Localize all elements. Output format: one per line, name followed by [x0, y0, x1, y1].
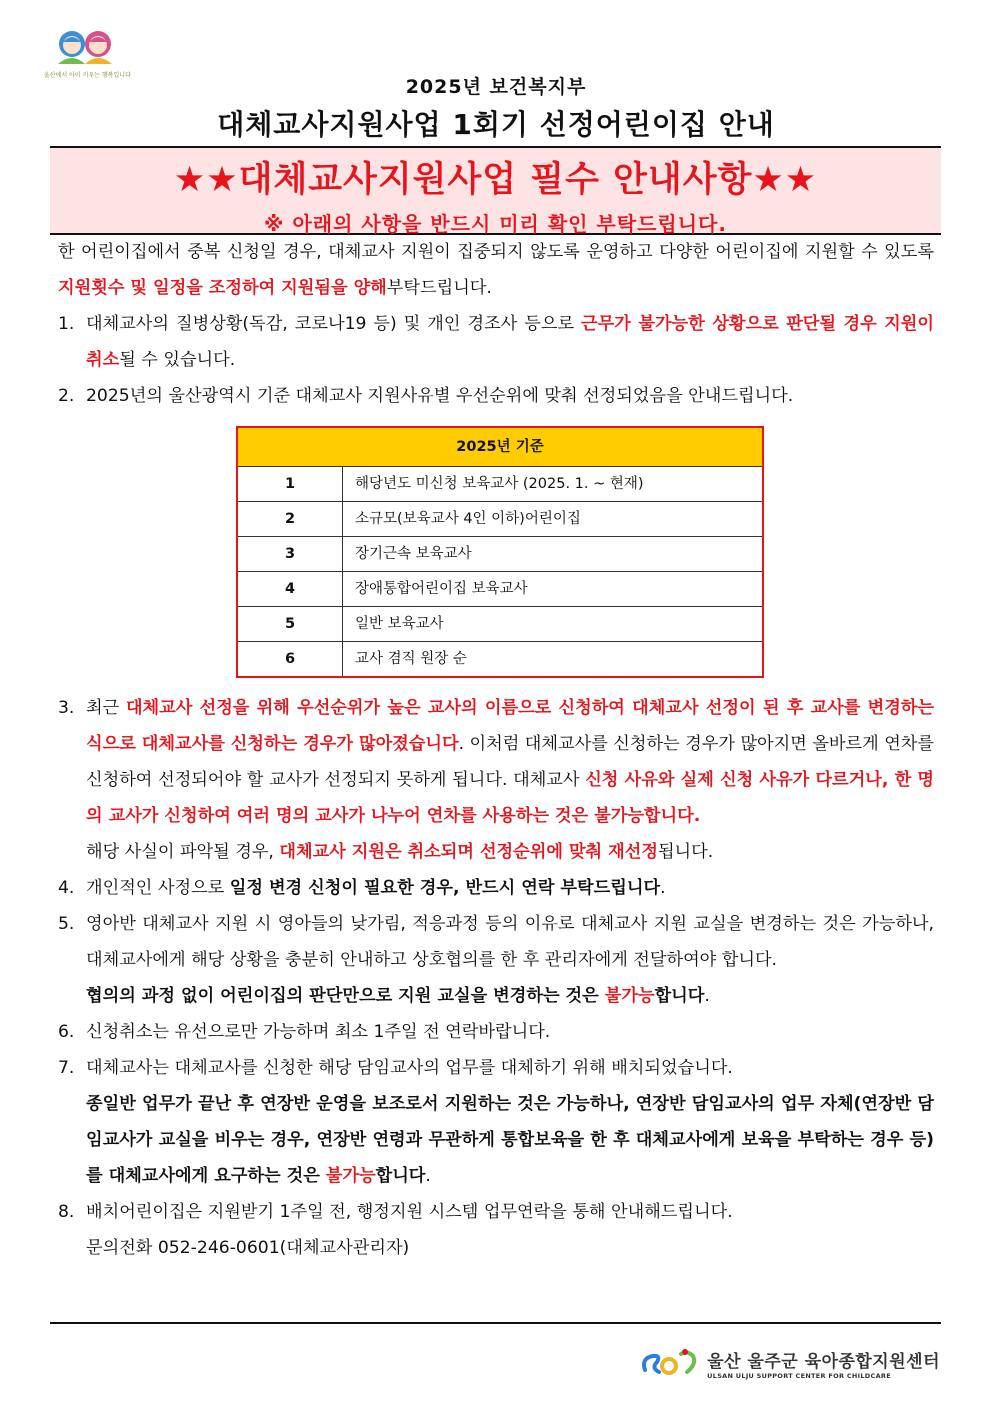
list-item-1: 1. 대체교사의 질병상황(독감, 코로나19 등) 및 개인 경조사 등으로 근무가 불가능한 상황으로 판단될 경우 지원이 취소될 수 있습니다. — [58, 314, 934, 370]
document-body — [58, 234, 934, 1266]
table-row: 5 일반 보육교사 — [238, 607, 762, 642]
page-title: 대체교사지원사업 1회기 선정어린이집 안내 — [217, 108, 775, 141]
table-row: 4 장애통합어린이집 보육교사 — [238, 572, 762, 607]
list-item-5: 5. 영아반 대체교사 지원 시 영아들의 낮가림, 적응과정 등의 이유로 대체교사 지원 교실을 변경하는 것은 가능하나, 대체교사에게 해당 상황을 충분히 안내하고 상호협의를 한 후 관리자에게 전달하여야 합니다. — [58, 914, 934, 970]
table-row: 2 소규모(보육교사 4인 이하)어린이집 — [238, 502, 762, 537]
page-subtitle: 2025년 보건복지부 — [405, 76, 587, 98]
org-logo-icon — [639, 1346, 701, 1380]
list-item-8: 8. 배치어린이집은 지원받기 1주일 전, 행정지원 시스템 업무연락을 통해 안내해드립니다. — [58, 1202, 733, 1222]
notice-heading: ★★대체교사지원사업 필수 안내사항★★ — [173, 160, 818, 200]
table-row: 6 교사 겸직 원장 순 — [238, 642, 762, 677]
list-item-7-note: 종일반 업무가 끝난 후 연장반 운영을 보조로서 지원하는 것은 가능하나, 연장반 담임교사의 업무 자체(연장반 담임교사가 교실을 비우는 경우, 연장반 연령과 무관하게 통합보육을 한 후 대체교사에게 보육을 부탁하는 경우 등)를 대체교사에게 요구하는 것은 불가능합니다. — [86, 1094, 934, 1186]
bottom-divider — [50, 1322, 941, 1324]
list-item-3-note: 해당 사실이 파악될 경우, 대체교사 지원은 취소되며 선정순위에 맞춰 재선정됩니다. — [86, 842, 714, 862]
intro-paragraph: 한 어린이집에서 중복 신청일 경우, 대체교사 지원이 집중되지 않도록 운영하고 다양한 어린이집에 지원할 수 있도록 지원횟수 및 일정을 조정하여 지원됨을 양해부탁드립니다. — [58, 242, 934, 298]
notice-box — [50, 146, 941, 235]
priority-table-header: 2025년 기준 — [238, 428, 762, 467]
org-name-en: ULSAN ULJU SUPPORT CENTER FOR CHILDCARE — [707, 1371, 891, 1380]
intro-highlight: 지원횟수 및 일정을 조정하여 지원됨을 양해 — [58, 278, 387, 298]
org-name: 울산 울주군 육아종합지원센터 — [707, 1351, 940, 1372]
table-row: 1 해당년도 미신청 보육교사 (2025. 1. ~ 현재) — [238, 467, 762, 502]
notice-subheading: ※ 아래의 사항을 반드시 미리 확인 부탁드립니다. — [264, 212, 727, 236]
list-item-2: 2. 2025년의 울산광역시 기준 대체교사 지원사유별 우선순위에 맞춰 선정되었음을 안내드립니다. — [58, 386, 794, 406]
list-item-7: 7. 대체교사는 대체교사를 신청한 해당 담임교사의 업무를 대체하기 위해 배치되었습니다. — [58, 1058, 733, 1078]
list-item-4: 4. 개인적인 사정으로 일정 변경 신청이 필요한 경우, 반드시 연락 부탁드립니다. — [58, 878, 666, 898]
list-item-5-note: 협의의 과정 없이 어린이집의 판단만으로 지원 교실을 변경하는 것은 불가능합니다. — [86, 986, 710, 1006]
contact-phone: 문의전화 052-246-0601(대체교사관리자) — [86, 1238, 410, 1258]
logo-caption: 울산에서 아이 키우는 행복입니다 — [44, 72, 131, 79]
list-item-3: 3. 최근 대체교사 선정을 위해 우선순위가 높은 교사의 이름으로 신청하여 대체교사 선정이 된 후 교사를 변경하는 식으로 대체교사를 신청하는 경우가 많아졌습니다. 이처럼 대체교사를 신청하는 경우가 많아지면 올바르게 연차를 신청하여 선정되어야 할 교사가 선정되지 못하게 됩니다. 대체교사 신청 사유와 실제 신청 사유가 다르거나, 한 명의 교사가 신청하여 여러 명의 교사가 나누어 연차를 사용하는 것은 불가능합니다. — [58, 698, 935, 826]
priority-table — [236, 426, 764, 678]
footer-org — [639, 1346, 940, 1380]
list-item-6: 6. 신청취소는 유선으로만 가능하며 최소 1주일 전 연락바랍니다. — [58, 1022, 551, 1042]
table-row: 3 장기근속 보육교사 — [238, 537, 762, 572]
